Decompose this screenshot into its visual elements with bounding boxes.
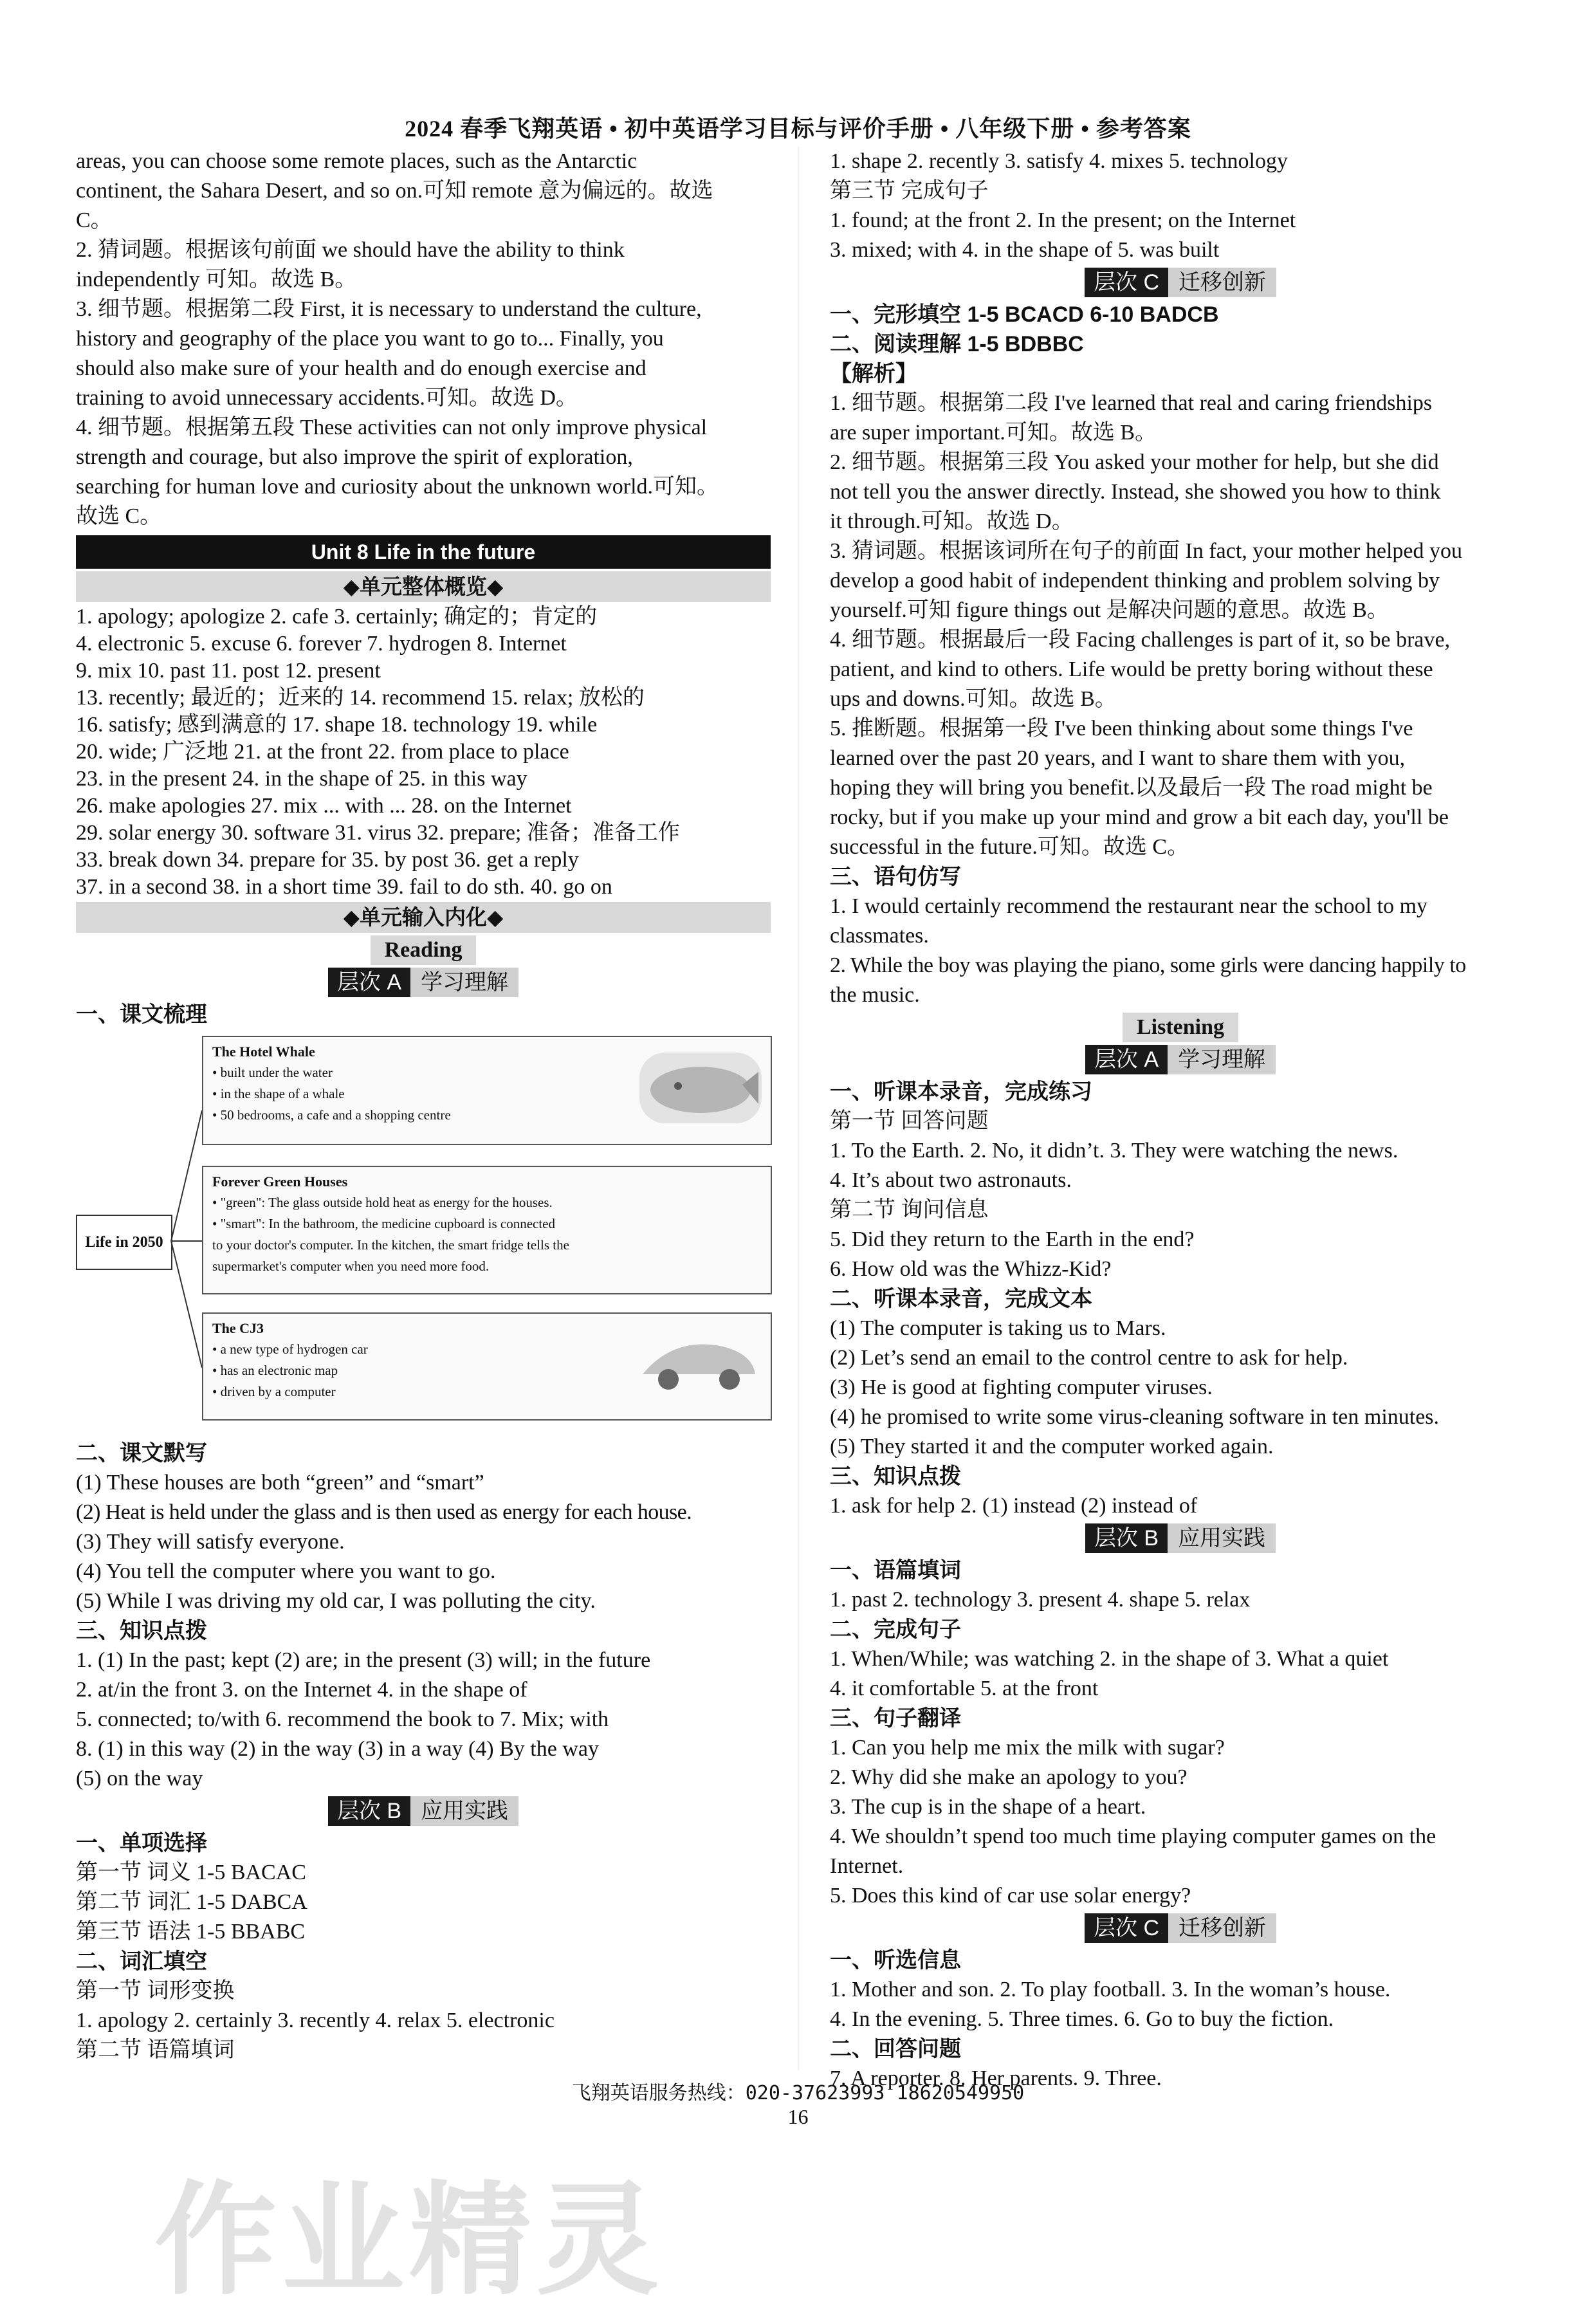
footer-hotline: 飞翔英语服务热线：020-37623993 18620549950 [571,2082,1025,2104]
text-line: (3) They will satisfy everyone. [76,1530,345,1554]
text-line: should also make sure of your health and do enough exercise and [76,356,647,380]
text-line: hoping they will bring you benefit.以及最后一段 The road might be [830,776,1433,800]
level-c-tag: 层次 C [1085,268,1168,297]
reading-label-text: Reading [371,935,477,965]
text-line: 第二节 语篇填词 [76,2038,235,2062]
node-item: • has an electronic map [212,1363,338,1378]
text-line: successful in the future.可知。故选 C。 [830,835,1189,859]
text-line: (5) They started it and the computer worked again. [830,1435,1274,1458]
level-a-name: 学习理解 [410,968,518,997]
text-line: 第一节 回答问题 [830,1109,989,1133]
level-c-badge [830,1913,1531,1943]
level-c-badge [830,268,1531,297]
text-line: 4. In the evening. 5. Three times. 6. Go to buy the fiction. [830,2007,1334,2031]
car-illustration [633,1329,762,1400]
level-a-tag: 层次 A [1085,1045,1168,1074]
vocab-line: 13. recently; 最近的；近来的 14. recommend 15. relax; 放松的 [76,686,645,710]
text-line: 3. 细节题。根据第二段 First, it is necessary to understand the culture, [76,297,702,321]
text-line: classmates. [830,924,929,948]
text-line: 2. 细节题。根据第三段 You asked your mother for help, but she did [830,450,1439,474]
section-heading: 二、听课本录音，完成文本 [830,1287,1092,1311]
node-item: to your doctor's computer. In the kitchen, the smart fridge tells the [212,1237,569,1253]
text-line: not tell you the answer directly. Instead, she showed you how to think [830,480,1441,504]
text-line: 故选 C。 [76,504,162,528]
section-heading: 三、知识点拨 [830,1464,961,1489]
left-column [76,147,771,2065]
level-b-name: 应用实践 [1168,1523,1276,1553]
text-line: 1. To the Earth. 2. No, it didn’t. 3. They were watching the news. [830,1139,1399,1163]
text-line: yourself.可知 figure things out 是解决问题的意思。故选 B。 [830,598,1389,622]
text-line: 1. (1) In the past; kept (2) are; in the present (3) will; in the future [76,1648,651,1672]
text-line: are super important.可知。故选 B。 [830,421,1157,445]
mind-map-root: Life in 2050 [76,1215,172,1270]
level-a-badge [830,1045,1531,1074]
level-b-badge [830,1523,1531,1553]
text-line: 第一节 词义 1-5 BACAC [76,1861,306,1884]
vocab-line: 4. electronic 5. excuse 6. forever 7. hydrogen 8. Internet [76,632,567,656]
text-line: 1. I would certainly recommend the restaurant near the school to my [830,894,1428,918]
text-line: 1. found; at the front 2. In the present; on the Internet [830,208,1296,232]
text-line: 1. Can you help me mix the milk with sugar? [830,1736,1225,1760]
level-b-badge [76,1796,771,1826]
text-line: C。 [76,208,113,232]
text-line: 5. Did they return to the Earth in the end? [830,1228,1195,1251]
text-line: 4. It’s about two astronauts. [830,1168,1072,1192]
vocab-line: 1. apology; apologize 2. cafe 3. certainly; 确定的；肯定的 [76,605,598,629]
level-c-name: 迁移创新 [1168,1913,1276,1943]
mind-map-node-hotel [202,1036,772,1145]
text-line: 4. We shouldn’t spend too much time playing computer games on the [830,1825,1436,1848]
text-line: 2. at/in the front 3. on the Internet 4. in the shape of [76,1678,527,1702]
text-line: 1. apology 2. certainly 3. recently 4. relax 5. electronic [76,2009,555,2032]
node-item: • a new type of hydrogen car [212,1341,368,1357]
node-item: • "green": The glass outside hold heat as energy for the houses. [212,1195,553,1210]
node-item: • built under the water [212,1065,333,1080]
vocab-list [76,603,771,901]
section-heading: 一、课文梳理 [76,1002,207,1027]
overview-title: ◆单元整体概览◆ [76,571,771,602]
level-b-name: 应用实践 [410,1796,518,1826]
vocab-line: 37. in a second 38. in a short time 39. fail to do sth. 40. go on [76,875,612,899]
text-line: (5) on the way [76,1767,203,1790]
text-line: (2) Let’s send an email to the control centre to ask for help. [830,1346,1348,1370]
whale-hotel-illustration [639,1053,762,1123]
section-heading: 二、回答问题 [830,2037,961,2061]
text-line: areas, you can choose some remote places, such as the Antarctic [76,149,637,173]
level-b-tag: 层次 B [1085,1523,1168,1553]
level-a-badge [76,968,771,997]
text-line: 第二节 询问信息 [830,1198,989,1222]
reading-label [76,935,771,965]
text-line: 2. While the boy was playing the piano, some girls were dancing happily to [830,953,1466,977]
text-line: Internet. [830,1854,904,1878]
text-line: independently 可知。故选 B。 [76,268,357,291]
level-a-name: 学习理解 [1168,1045,1276,1074]
text-line: (1) The computer is taking us to Mars. [830,1316,1166,1340]
text-line: (3) He is good at fighting computer viruses. [830,1375,1213,1399]
node-item: • "smart": In the bathroom, the medicine cupboard is connected [212,1216,555,1231]
page-header: 2024 春季飞翔英语 • 初中英语学习目标与评价手册 • 八年级下册 • 参考答案 [405,116,1191,142]
mind-map [76,1033,771,1433]
text-line: 1. Mother and son. 2. To play football. 3. In the woman’s house. [830,1978,1391,2001]
text-line: 第一节 词形变换 [76,1979,235,2003]
section-heading: 一、听课本录音，完成练习 [830,1080,1092,1104]
text-line: learned over the past 20 years, and I want to share them with you, [830,746,1406,770]
node-title: The CJ3 [212,1320,264,1336]
text-line: patient, and kind to others. Life would be pretty boring without these [830,658,1433,681]
text-line: 1. shape 2. recently 3. satisfy 4. mixes 5. technology [830,149,1288,173]
text-line: (4) he promised to write some virus-cleaning software in ten minutes. [830,1405,1440,1429]
section-heading: 二、完成句子 [830,1617,961,1642]
vocab-line: 9. mix 10. past 11. post 12. present [76,659,381,683]
section-heading: 一、完形填空 1-5 BCACD 6-10 BADCB [830,302,1219,327]
text-line: 1. When/While; was watching 2. in the shape of 3. What a quiet [830,1647,1389,1671]
vocab-line: 16. satisfy; 感到满意的 17. shape 18. technology 19. while [76,713,598,737]
text-line: searching for human love and curiosity about the unknown world.可知。 [76,475,719,499]
section-heading: 三、语句仿写 [830,865,961,889]
level-a-tag: 层次 A [328,968,410,997]
analysis-heading: 【解析】 [830,362,917,386]
vocab-line: 23. in the present 24. in the shape of 25. in this way [76,767,527,791]
text-line: ups and downs.可知。故选 B。 [830,687,1117,711]
node-item: • driven by a computer [212,1384,336,1399]
section-heading: 三、知识点拨 [76,1619,207,1643]
level-c-tag: 层次 C [1085,1913,1168,1943]
text-line: it through.可知。故选 D。 [830,510,1074,533]
text-line: training to avoid unnecessary accidents.可知。故选 D。 [76,386,578,410]
vocab-line: 29. solar energy 30. software 31. virus 32. prepare; 准备；准备工作 [76,821,680,845]
level-c-name: 迁移创新 [1168,268,1276,297]
vocab-line: 33. break down 34. prepare for 35. by post 36. get a reply [76,848,579,872]
listening-label [830,1013,1531,1042]
section-heading: 二、阅读理解 1-5 BDBBC [830,332,1084,356]
section-heading: 二、词汇填空 [76,1949,207,1974]
vocab-line: 20. wide; 广泛地 21. at the front 22. from place to place [76,740,569,764]
right-column [830,147,1531,2093]
node-title: Forever Green Houses [212,1173,348,1190]
input-title: ◆单元输入内化◆ [76,902,771,933]
section-heading: 一、单项选择 [76,1831,207,1855]
text-line: 4. it comfortable 5. at the front [830,1677,1099,1700]
text-line: 1. ask for help 2. (1) instead (2) instead of [830,1494,1198,1518]
text-line: 4. 细节题。根据第五段 These activities can not only improve physical [76,416,708,439]
mind-map-node-houses [202,1166,772,1294]
vocab-line: 26. make apologies 27. mix ... with ... 28. on the Internet [76,794,572,818]
text-line: 3. mixed; with 4. in the shape of 5. was built [830,238,1220,262]
text-line: 8. (1) in this way (2) in the way (3) in a way (4) By the way [76,1737,599,1761]
text-line: history and geography of the place you want to go to... Finally, you [76,327,664,351]
text-line: 3. 猜词题。根据该词所在句子的前面 In fact, your mother helped you [830,539,1463,563]
text-line: 7. A reporter. 8. Her parents. 9. Three. [830,2066,1162,2090]
text-line: strength and courage, but also improve the spirit of exploration, [76,445,633,469]
text-line: 5. connected; to/with 6. recommend the book to 7. Mix; with [76,1707,609,1731]
text-line: (2) Heat is held under the glass and is then used as energy for each house. [76,1500,692,1524]
text-line: 1. 细节题。根据第二段 I've learned that real and caring friendships [830,391,1433,415]
text-line: (5) While I was driving my old car, I was polluting the city. [76,1589,596,1613]
mind-map-node-car [202,1312,772,1421]
section-heading: 一、语篇填词 [830,1558,961,1583]
text-line: (1) These houses are both “green” and “smart” [76,1471,484,1495]
text-line: continent, the Sahara Desert, and so on.可知 remote 意为偏远的。故选 [76,179,713,203]
text-line: rocky, but if you make up your mind and grow a bit each day, you'll be [830,805,1449,829]
unit-title: Unit 8 Life in the future [76,535,771,569]
text-line: 1. past 2. technology 3. present 4. shape 5. relax [830,1588,1251,1612]
text-line: the music. [830,983,920,1007]
page-number: 16 [787,2105,809,2128]
text-line: (4) You tell the computer where you want to go. [76,1559,496,1583]
listening-label-text: Listening [1123,1013,1238,1042]
section-heading: 二、课文默写 [76,1441,207,1466]
column-divider [798,147,799,2070]
text-line: 5. Does this kind of car use solar energy? [830,1884,1191,1908]
text-line: 第二节 词汇 1-5 DABCA [76,1890,307,1914]
text-line: 2. Why did she make an apology to you? [830,1765,1188,1789]
text-line: 第三节 语法 1-5 BBABC [76,1920,306,1944]
text-line: 2. 猜词题。根据该句前面 we should have the ability to think [76,238,625,262]
text-line: 6. How old was the Whizz-Kid? [830,1257,1112,1281]
node-item: supermarket's computer when you need more food. [212,1258,490,1274]
node-item: • in the shape of a whale [212,1086,345,1101]
text-line: 3. The cup is in the shape of a heart. [830,1795,1146,1819]
section-heading: 一、听选信息 [830,1948,961,1973]
node-title: The Hotel Whale [212,1044,315,1060]
section-heading: 三、句子翻译 [830,1706,961,1731]
text-line: 5. 推断题。根据第一段 I've been thinking about some things I've [830,717,1413,740]
text-line: develop a good habit of independent thinking and problem solving by [830,569,1440,593]
watermark: 作业精灵 [154,2169,665,2312]
text-line: 第三节 完成句子 [830,179,989,203]
node-item: • 50 bedrooms, a cafe and a shopping centre [212,1107,451,1123]
level-b-tag: 层次 B [328,1796,410,1826]
text-line: 4. 细节题。根据最后一段 Facing challenges is part of it, so be brave, [830,628,1451,652]
